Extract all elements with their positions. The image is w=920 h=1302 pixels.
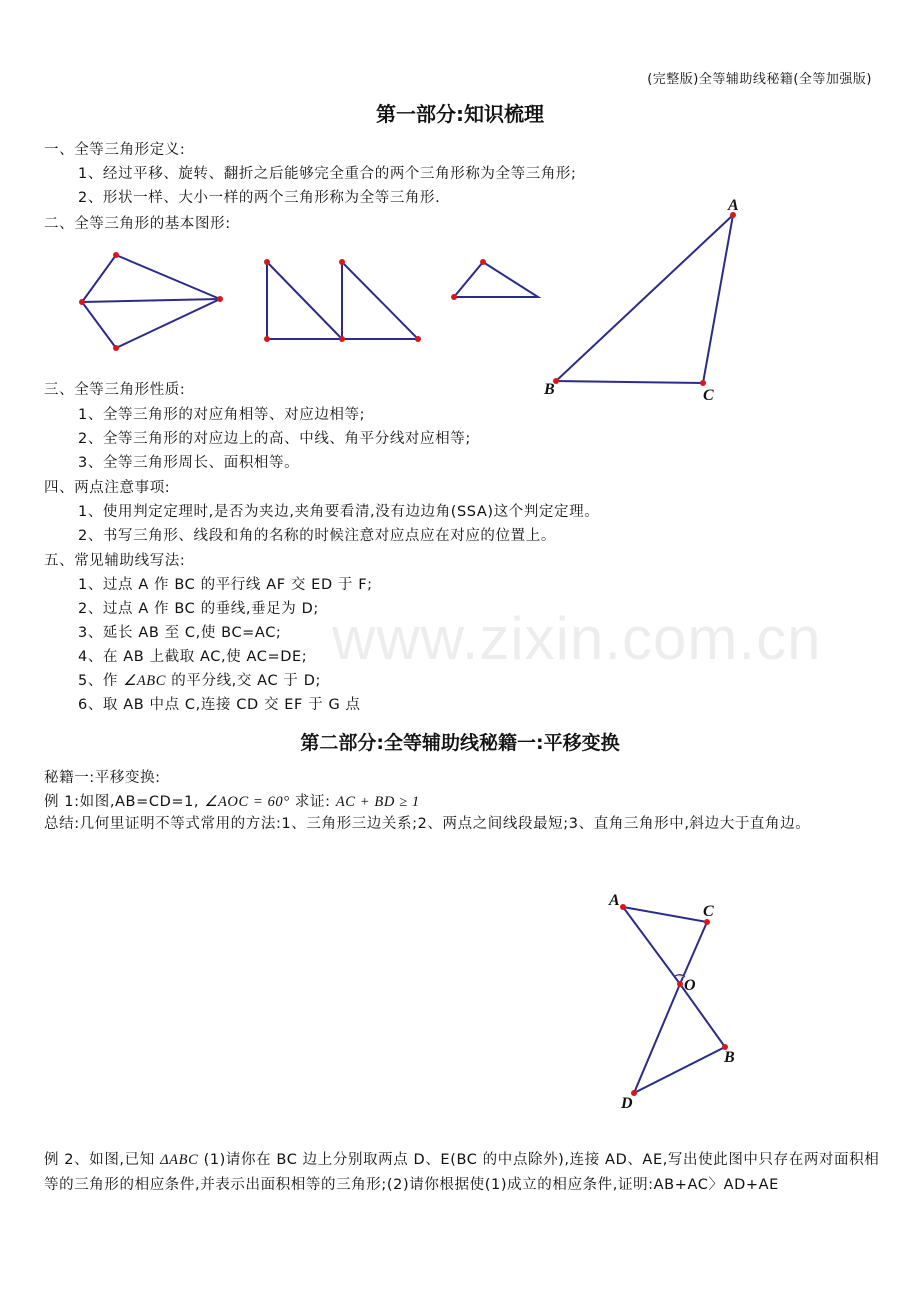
section5-item1: 1、过点 A 作 BC 的平行线 AF 交 ED 于 F; [78, 577, 373, 593]
angle-aoc-math: ∠AOC = 60° [204, 794, 290, 810]
label-b: B [544, 381, 555, 398]
right-triangles-figure [267, 262, 418, 339]
section1-item2: 2、形状一样、大小一样的两个三角形称为全等三角形. [78, 190, 441, 206]
secret1-intro: 秘籍一:平移变换: [44, 770, 161, 786]
example1-prove: 求证: [294, 794, 331, 810]
example1-figure [623, 907, 725, 1093]
section1-item1: 1、经过平移、旋转、翻折之后能够完全重合的两个三角形称为全等三角形; [78, 166, 577, 182]
ex1-label-b: B [724, 1049, 735, 1066]
section2-heading: 二、全等三角形的基本图形: [44, 216, 231, 232]
example2-body: (1)请你在 BC 边上分别取两点 D、E(BC 的中点除外),连接 AD、AE,写出使此图中只存在两对面积相等的三角形的相应条件,并表示出面积相等的三角形;(2)请你根据使(1)成立的相应条件,证明:AB+AC〉AD+AE [44, 1152, 880, 1193]
label-a: A [728, 197, 739, 214]
section5-heading: 五、常见辅助线写法: [44, 553, 186, 569]
part1-title: 第一部分:知识梳理 [376, 102, 544, 126]
section4-item2: 2、书写三角形、线段和角的名称的时候注意对应点应在对应的位置上。 [78, 528, 556, 544]
section3-heading: 三、全等三角形性质: [44, 382, 186, 398]
section5-item5 [78, 669, 321, 690]
section3-item1: 1、全等三角形的对应角相等、对应边相等; [78, 407, 366, 423]
label-c: C [703, 387, 714, 404]
section5-item4: 4、在 AB 上截取 AC,使 AC=DE; [78, 649, 308, 665]
section4-heading: 四、两点注意事项: [44, 480, 171, 496]
inequality-math: AC + BD ≥ 1 [335, 794, 420, 810]
section5-item5-suffix: 的平分线,交 AC 于 D; [171, 673, 321, 689]
small-triangle-figure [454, 262, 538, 297]
example2-text [44, 1148, 880, 1198]
section5-item2: 2、过点 A 作 BC 的垂线,垂足为 D; [78, 601, 319, 617]
example2-prefix: 例 2、如图,已知 [44, 1152, 155, 1168]
section4-item1: 1、使用判定定理时,是否为夹边,夹角要看清,没有边边角(SSA)这个判定定理。 [78, 504, 600, 520]
ex1-label-o: O [684, 977, 696, 994]
part2-title: 第二部分:全等辅助线秘籍一:平移变换 [300, 732, 620, 754]
summary-text: 总结:几何里证明不等式常用的方法:1、三角形三边关系;2、两点之间线段最短;3、直角三角形中,斜边大于直角边。 [44, 816, 811, 832]
section1-heading: 一、全等三角形定义: [44, 142, 186, 158]
ex1-label-d: D [621, 1095, 633, 1112]
watermark: www.zixin.com.cn [332, 605, 822, 672]
triangle-abc-figure [556, 215, 733, 383]
section5-item3: 3、延长 AB 至 C,使 BC=AC; [78, 625, 282, 641]
section5-item5-prefix: 5、作 [78, 673, 119, 689]
section3-item2: 2、全等三角形的对应边上的高、中线、角平分线对应相等; [78, 431, 471, 447]
section3-item3: 3、全等三角形周长、面积相等。 [78, 455, 300, 471]
page-header: (完整版)全等辅助线秘籍(全等加强版) [647, 72, 872, 87]
example1-prefix: 例 1:如图,AB=CD=1, [44, 794, 200, 810]
ex1-label-c: C [703, 903, 714, 920]
section5-item6: 6、取 AB 中点 C,连接 CD 交 EF 于 G 点 [78, 697, 361, 713]
angle-abc-math: ∠ABC [123, 673, 167, 689]
triangle-abc-math: ΔABC [160, 1152, 199, 1168]
ex1-label-a: A [609, 892, 620, 909]
example1-text [44, 790, 420, 811]
kite-figure [82, 255, 220, 348]
